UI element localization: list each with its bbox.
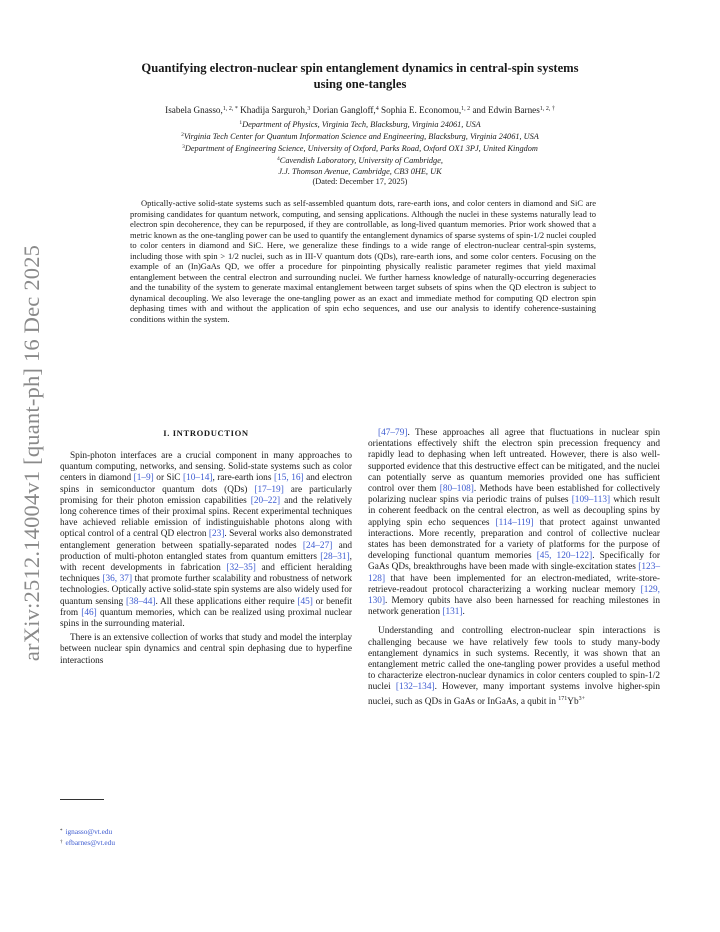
affiliation-list xyxy=(60,118,660,177)
footnote: * ignasso@vt.edu xyxy=(60,827,113,836)
text-run: that promote further scalability and robustness of network technologies. Optically active solid-state spin systems are also widely used for quantum sensing xyxy=(60,574,353,607)
affiliation: $^2$Virginia Tech Center for Quantum Information Science and Engineering, Blacksburg, Virginia 24061, USA xyxy=(181,132,539,141)
citation-link[interactable]: [28–31] xyxy=(320,551,350,562)
citation-link[interactable]: [131] xyxy=(442,607,463,618)
citation-link[interactable]: [36, 37] xyxy=(102,574,133,585)
author: and Edwin Barnes$^{1, 2, \dagger}$ xyxy=(472,105,555,115)
paragraph xyxy=(60,633,352,667)
citation-link[interactable]: [23] xyxy=(208,529,225,540)
text-run: . xyxy=(462,607,465,618)
text-run: and the relatively long coherence times of their proximal spins. Recent experimental techniques have achieved reliable emission of indistinguishable photons along with optical control of a central QD electron xyxy=(60,495,352,540)
author: Isabela Gnasso,$^{1, 2, *}$ xyxy=(165,105,238,115)
citation-link[interactable]: [123–128] xyxy=(368,562,660,584)
text-run: . Several works also demonstrated entanglement generation between spatially-separated nodes xyxy=(60,529,352,551)
text-run: There is an extensive collection of works that study and model the interplay between nuclear spin dynamics and central spin dephasing due to hyperfine interactions xyxy=(60,633,352,666)
affiliation: $^4$Cavendish Laboratory, University of Cambridge, xyxy=(277,156,443,165)
footnote-divider xyxy=(60,799,104,800)
title-line-1: Quantifying electron-nuclear spin entanglement dynamics in central-spin systems xyxy=(141,61,579,75)
author: Sophia E. Economou,$^{1, 2}$ xyxy=(381,105,471,115)
text-run: are particularly promising for their photon emission capabilities xyxy=(60,484,352,506)
text-run: quantum memories, which can be realized using proximal nuclear spins in the surrounding material. xyxy=(60,607,352,630)
paper-page xyxy=(60,60,660,847)
citation-link[interactable]: [17–19] xyxy=(254,484,284,495)
right-column xyxy=(368,428,660,708)
citation-link[interactable]: [1–9] xyxy=(133,473,154,484)
paragraph xyxy=(368,428,660,618)
email-link[interactable]: efbarnes@vt.edu xyxy=(65,837,115,847)
title-line-2: using one-tangles xyxy=(313,77,407,91)
text-run: or benefit from xyxy=(60,596,352,618)
citation-link[interactable]: [47–79] xyxy=(378,428,408,438)
dated-line: (Dated: December 17, 2025) xyxy=(312,177,408,186)
text-run: and electron spins in semiconductor quantum dots (QDs) xyxy=(60,473,353,495)
text-run: , with recent developments in fabrication xyxy=(60,551,352,574)
affiliation: $^1$Department of Physics, Virginia Tech, Blacksburg, Virginia 24061, USA xyxy=(239,120,481,129)
text-run: . All these applications either require xyxy=(155,596,298,607)
text-run: . However, many important systems involve higher-spin nuclei, such as QDs in GaAs or InGaAs, a qubit in xyxy=(368,682,660,707)
citation-link[interactable]: [132–134] xyxy=(395,682,435,693)
citation-link[interactable]: [80–108] xyxy=(439,484,474,495)
text-run: , rare-earth ions xyxy=(212,473,274,484)
text-run: that have been implemented for an electron-mediated, write-store-retrieve-readout protocol characterizing a working nuclear memory xyxy=(368,573,660,595)
text-run: Spin-photon interfaces are a crucial component in many approaches to quantum computing, networks, and sensing. Solid-state systems such as color centers in diamond xyxy=(60,451,352,484)
author: Dorian Gangloff,$^4$ xyxy=(312,105,379,115)
affiliation: J.J. Thomson Avenue, Cambridge, CB3 0HE, UK xyxy=(278,167,442,176)
text-run: . These approaches all agree that fluctuations in nuclear spin orientations effectively shift the electron spin precession frequency and rapidly lead to dephasing when left untreated. However, there is also well-supported evidence that this destructive effect can be mitigated, and the nuclei can potentially serve as quantum memories provided one has sufficient control over them xyxy=(368,428,660,495)
text-run: and production of multi-photon entangled states from quantum emitters xyxy=(60,540,352,562)
text-run: that protect against unwanted interactions. More recently, preparation and control of collective nuclear states has been demonstrated for a variety of platforms for the purpose of developing functional quantum memories xyxy=(368,517,660,562)
paper-title xyxy=(60,60,660,92)
author: Khadija Sarguroh,$^3$ xyxy=(240,105,311,115)
text-run: . Memory qubits have also been harnessed for reaching milestones in network generation xyxy=(368,596,660,618)
text-run: or SiC xyxy=(153,473,184,484)
citation-link[interactable]: [24–27] xyxy=(302,540,333,551)
footnotes xyxy=(60,827,115,848)
citation-link[interactable]: [46] xyxy=(81,607,97,618)
superscript: 3+ xyxy=(578,695,586,702)
citation-link[interactable]: [20–22] xyxy=(250,495,281,506)
author-list xyxy=(60,105,660,115)
text-run: Yb xyxy=(567,696,579,707)
footnote: † efbarnes@vt.edu xyxy=(60,837,115,847)
text-run: and efficient heralding techniques xyxy=(60,563,352,585)
affiliation: $^3$Department of Engineering Science, University of Oxford, Parks Road, Oxford OX1 3PJ, United Kingdom xyxy=(182,144,538,153)
citation-link[interactable]: [114–119] xyxy=(495,517,534,528)
section-heading-introduction: I. INTRODUCTION xyxy=(163,428,249,438)
paragraph xyxy=(368,626,660,707)
text-run: . Methods have been established for collectively polarizing nuclear spins via periodic trains of pulses xyxy=(368,484,660,506)
citation-link[interactable]: [32–35] xyxy=(226,563,256,574)
arxiv-identifier-stamp xyxy=(12,238,52,668)
citation-link[interactable]: [38–44] xyxy=(126,596,156,607)
text-run: which result in coherent feedback on the central electron, as well as decoupling spins by applying spin echo sequences xyxy=(368,495,660,528)
abstract: Optically-active solid-state systems such as self-assembled quantum dots, rare-earth ions, and color centers in diamond and SiC are promising candidates for quantum network, computing, and sensing applications. Although the nuclei in these systems naturally lead to electron spin decoherence, they can be repurposed, if they are controllable, as long-lived quantum memories. Prior work showed that a metric known as the one-tangling power can be used to quantify the entanglement dynamics of sparse systems of spin-1/2 nuclei coupled to color centers in diamond and SiC. Here, we generalize these findings to a wide range of electron-nuclear central-spin systems, including those with spin > 1/2 nuclei, such as in III-V quantum dots (QDs), rare-earth ions, and some color centers. Focusing on the example of an (In)GaAs QD, we offer a procedure for pinpointing physically realistic parameter regimes that yield maximal entanglement between the central electron and surrounding nuclei. We further harness knowledge of naturally-occurring degeneracies and the tunability of the system to generate maximal entanglement between target subsets of spins when the QD electron is subject to dynamical decoupling. We also leverage the one-tangling power as an exact and immediate method for computing QD electron spin dephasing times with and without the application of spin echo sequences, and use our analysis to identify coherence-sustaining conditions within the system. xyxy=(130,198,596,325)
paragraph xyxy=(60,451,352,630)
citation-link[interactable]: [10–14] xyxy=(183,473,213,484)
superscript: 171 xyxy=(558,695,568,702)
citation-link[interactable]: [45] xyxy=(297,596,313,607)
email-link[interactable]: ignasso@vt.edu xyxy=(65,827,113,836)
citation-link[interactable]: [129, 130] xyxy=(368,584,660,607)
citation-link[interactable]: [15, 16] xyxy=(273,473,304,484)
left-column xyxy=(60,428,352,667)
text-run: Understanding and controlling electron-nuclear spin interactions is challenging because we have relatively few tools to study many-body entanglement dynamics in such systems. Recently, it was shown that an entanglement metric called the one-tangling power provides a useful method to characterize electron-nuclear dynamics in color centers coupled to spin-1/2 nuclei xyxy=(368,626,660,693)
citation-link[interactable]: [45, 120–122] xyxy=(536,551,593,562)
arxiv-identifier-text: arXiv:2512.14004v1 [quant-ph] 16 Dec 2025 xyxy=(19,244,44,662)
citation-link[interactable]: [109–113] xyxy=(571,495,611,506)
text-run: . Specifically for GaAs QDs, breakthroughs have been made with single-excitation states xyxy=(368,551,660,573)
